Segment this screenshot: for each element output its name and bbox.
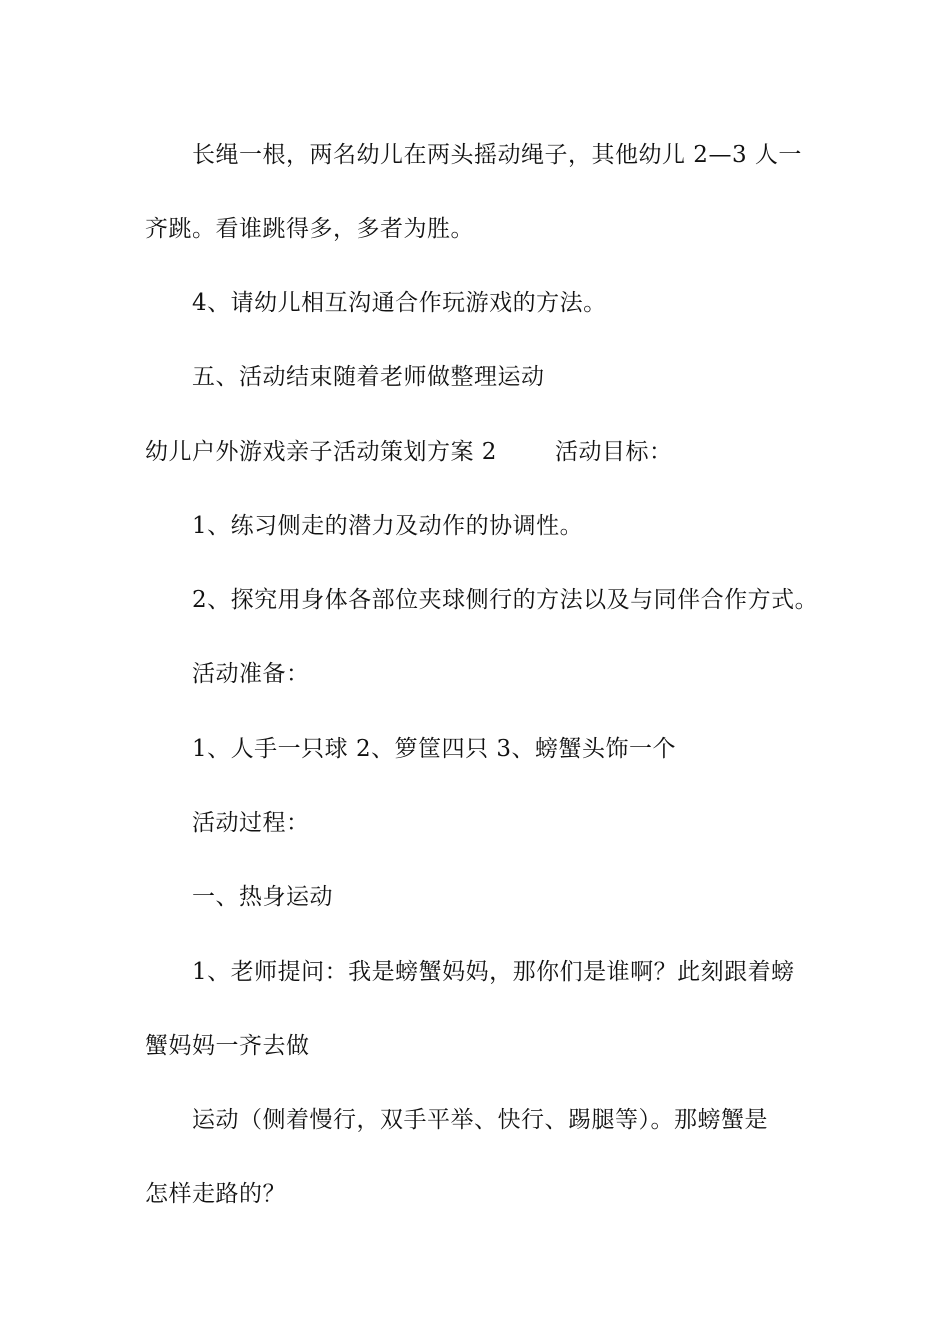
section-heading: 一、热身运动 xyxy=(192,884,333,910)
list-item: 1、练习侧走的潜力及动作的协调性。 xyxy=(192,513,584,539)
paragraph-line: 怎样走路的？ xyxy=(145,1181,286,1207)
list-item: 1、人手一只球 2、箩筐四只 3、螃蟹头饰一个 xyxy=(192,736,677,762)
paragraph-line: 长绳一根，两名幼儿在两头摇动绳子，其他幼儿 2—3 人一 xyxy=(192,142,802,168)
paragraph-line: 运动（侧着慢行，双手平举、快行、踢腿等）。那螃蟹是 xyxy=(192,1107,768,1133)
section-heading: 五、活动结束随着老师做整理运动 xyxy=(192,364,545,390)
section-heading: 活动目标： xyxy=(554,439,673,465)
list-item: 1、老师提问：我是螃蟹妈妈，那你们是谁啊？此刻跟着螃 xyxy=(192,959,795,985)
paragraph-line: 齐跳。看谁跳得多，多者为胜。 xyxy=(145,216,474,242)
title-line xyxy=(145,436,672,468)
paragraph-line: 4、请幼儿相互沟通合作玩游戏的方法。 xyxy=(192,290,607,316)
section-heading: 活动过程： xyxy=(192,810,310,836)
section-heading: 活动准备： xyxy=(192,661,310,687)
document-title: 幼儿户外游戏亲子活动策划方案 2 xyxy=(145,439,497,465)
list-item: 2、探究用身体各部位夹球侧行的方法以及与同伴合作方式。 xyxy=(192,587,819,613)
paragraph-line: 蟹妈妈一齐去做 xyxy=(145,1033,310,1059)
